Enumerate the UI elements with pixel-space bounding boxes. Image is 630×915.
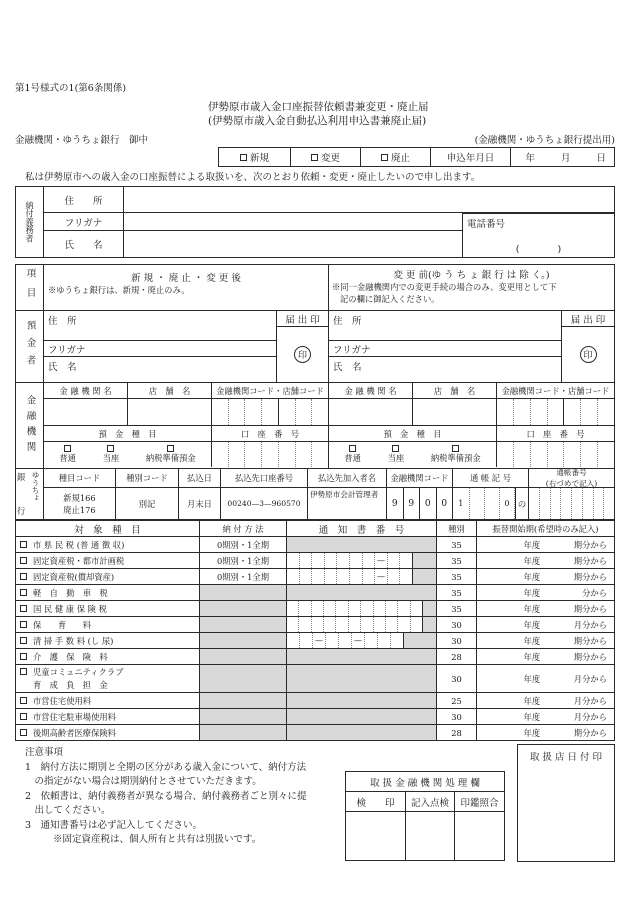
item-after-note: ※ゆうちょ銀行は、新規・廃止のみ。 (48, 285, 190, 295)
bankcode-digit-2: 9 (404, 488, 421, 519)
tax-checkbox-7[interactable] (20, 653, 27, 660)
tax-start-header: 振替開始期(希望時のみ記入) (492, 523, 599, 534)
tax-start-0[interactable]: 年度 期分から (523, 539, 607, 550)
account-no-boxes-l[interactable] (212, 442, 328, 467)
deposit-type-nozei-r[interactable] (431, 442, 481, 467)
tax-checkbox-6[interactable] (20, 637, 27, 644)
kigo-digit-first: 1 (458, 499, 464, 508)
application-date-label: 申込年月日 (431, 148, 511, 166)
depositor-section-label: 預金者 (24, 320, 36, 373)
yucho-passbook-no-header (529, 469, 614, 487)
depositor-name-label: 氏 名 (48, 362, 77, 373)
tax-checkbox-3[interactable] (20, 589, 27, 596)
yucho-passbook-no-boxes[interactable] (529, 488, 614, 519)
yucho-row (44, 469, 614, 519)
shumoku-abolish-code: 廃止176 (63, 504, 96, 515)
date-stamp-box[interactable] (517, 744, 615, 862)
check-seal-cell[interactable] (346, 812, 406, 860)
tax-name-8a: 児童コミュニティクラブ (33, 666, 124, 677)
tax-method-9 (200, 693, 287, 708)
tax-start-8[interactable]: 年度 月分から (523, 673, 607, 684)
tax-header-row (16, 521, 614, 537)
form-title-line1: 伊勢原市歳入金口座振替依頼書兼変更・廃止届 (208, 101, 429, 113)
depositor-before-block (329, 311, 614, 382)
tax-method-3 (200, 585, 287, 600)
item-after-title: 新 規 ・ 廃 止 ・ 変 更 後 (131, 273, 241, 284)
deposit-type-header-r: 預 金 種 目 (329, 426, 497, 441)
yucho-section-label-cell (16, 469, 43, 519)
tax-shubetsu-4: 35 (437, 601, 477, 616)
seal-header-right: 届 出 印 (562, 311, 614, 327)
bank-before-block (329, 383, 614, 468)
processing-box-title: 取 扱 金 融 機 関 処 理 欄 (346, 772, 504, 792)
yucho-member-header: 払込先加入者名 (308, 469, 387, 487)
year-label: 年 (525, 153, 535, 164)
tax-notice-8 (287, 665, 437, 692)
tax-method-5 (200, 617, 287, 632)
deposit-type-toza-r[interactable] (388, 442, 405, 467)
tax-start-7[interactable]: 年度 期分から (523, 651, 607, 662)
tax-notice-7 (287, 649, 437, 664)
nozei-label-r: 納税準備預金 (430, 453, 481, 463)
note-3-sub: ※固定資産税は、個人所有と共有は別扱いです。 (53, 834, 262, 845)
item-section-label-cell (16, 265, 43, 311)
tax-checkbox-11[interactable] (20, 729, 27, 736)
tax-notice-header: 通 知 書 番 号 (287, 521, 437, 536)
tax-start-10[interactable]: 年度 月分から (523, 711, 607, 722)
depositor-section-label-cell (16, 311, 43, 383)
yucho-shumoku-value (44, 488, 116, 519)
nozei-label-l: 納税準備預金 (145, 453, 196, 463)
payer-section-label-cell (16, 187, 44, 257)
depositor-furigana-cell-right[interactable] (329, 341, 561, 357)
tax-checkbox-5[interactable] (20, 621, 27, 628)
tax-item-header: 対 象 種 目 (16, 521, 200, 536)
tax-start-9[interactable]: 年度 月分から (523, 695, 607, 706)
day-label: 日 (596, 153, 606, 164)
depositor-address-label2: 住 所 (333, 316, 362, 327)
tax-shubetsu-10: 30 (437, 709, 477, 724)
bank-section-label-cell (16, 383, 43, 469)
apply-option-change[interactable] (291, 148, 361, 166)
tax-name-0: 市 県 民 税 (普 通 徴 収) (33, 539, 125, 550)
tax-shubetsu-8: 30 (437, 665, 477, 692)
toza-checkbox-r[interactable] (392, 445, 399, 452)
month-label: 月 (560, 153, 571, 164)
entry-check-cell[interactable] (406, 812, 455, 860)
apply-option-abolish[interactable] (361, 148, 431, 166)
tax-start-11[interactable]: 年度 期分から (523, 727, 607, 738)
deposit-type-header-l: 預 金 種 目 (44, 426, 212, 441)
tax-method-2: 0期別・1全期 (200, 569, 287, 584)
bankcode-digit-1: 9 (387, 488, 404, 519)
tax-checkbox-2[interactable] (20, 573, 27, 580)
notes-block (25, 746, 307, 848)
tax-method-8 (200, 665, 287, 692)
tax-method-10 (200, 709, 287, 724)
passbook-no-line2: (右づめで記入) (545, 479, 598, 488)
tax-checkbox-8[interactable] (20, 668, 27, 675)
bankcode-digit-4: 0 (441, 498, 448, 509)
tax-method-7 (200, 649, 287, 664)
yucho-bankcode-header: 金融機関コード (387, 469, 453, 487)
seal-area-left[interactable] (277, 327, 328, 382)
tax-row-1 (16, 553, 614, 569)
tax-row-0 (16, 537, 614, 553)
tax-checkbox-9[interactable] (20, 697, 27, 704)
depositor-address-label: 住 所 (48, 316, 77, 327)
yucho-label-kana: ゆうちょ (31, 471, 40, 502)
date-stamp-box-title: 取 扱 店 日 付 印 (529, 752, 603, 763)
tax-name-11: 後期高齢者医療保険料 (33, 727, 116, 738)
tax-notice-5[interactable] (287, 617, 437, 632)
depositor-address-cell-left[interactable] (44, 311, 276, 341)
tax-shubetsu-header: 種別 (437, 521, 477, 536)
item-before-title: 変 更 前(ゆ う ち ょ 銀 行 は 除 く。) (393, 270, 550, 281)
bank-name-header-r: 金 融 機 関 名 (329, 383, 413, 398)
bank-name-field-l[interactable] (44, 399, 128, 425)
tax-shubetsu-0: 35 (437, 537, 477, 552)
account-no-header-r: 口 座 番 号 (526, 428, 585, 439)
payer-phone-label: 電話番号 (467, 219, 506, 230)
branch-name-header-l: 店 舗 名 (128, 383, 212, 398)
tax-method-header: 納 付 方 法 (200, 521, 287, 536)
tax-method-11 (200, 725, 287, 740)
payer-table (15, 186, 615, 258)
nozei-checkbox-l[interactable] (167, 445, 174, 452)
bank-name-field-r[interactable] (329, 399, 413, 425)
change-checkbox[interactable] (311, 154, 318, 161)
yucho-account-value: 00240—3—960570 (221, 488, 308, 519)
tax-start-1[interactable]: 年度 期分から (523, 555, 607, 566)
yucho-shumoku-header: 種目コード (44, 469, 116, 487)
item-before-cell (329, 265, 614, 310)
bank-name-header-l: 金 融 機 関 名 (44, 383, 128, 398)
yucho-account-header: 払込先口座番号 (221, 469, 308, 487)
tax-shubetsu-7: 28 (437, 649, 477, 664)
tax-name-9: 市営住宅使用料 (33, 695, 92, 706)
note-2b: 出してください。 (25, 805, 111, 816)
tax-checkbox-4[interactable] (20, 605, 27, 612)
tax-shubetsu-2: 35 (437, 569, 477, 584)
tax-name-7: 介 護 保 険 料 (33, 651, 108, 662)
depositor-furigana-label2: フリガナ (333, 345, 371, 356)
tax-table (15, 520, 615, 741)
note-1b: の指定がない場合は期別納付とさせていただきます。 (25, 776, 262, 787)
tax-method-0: 0期別・1全期 (200, 537, 287, 552)
processing-box (345, 771, 505, 861)
tax-method-6 (200, 633, 287, 648)
toza-checkbox-l[interactable] (107, 445, 114, 452)
payer-furigana-label: フリガナ (44, 213, 124, 230)
tax-name-3: 軽 自 動 車 税 (33, 587, 108, 598)
seal-header-left: 届 出 印 (277, 311, 328, 327)
item-before-note1: ※同一金融機関内での変更手続の場合のみ、変更用として下 (332, 282, 557, 292)
yucho-kigo-value[interactable] (453, 488, 529, 519)
yucho-member-value: 伊勢原市会計管理者 (308, 488, 387, 519)
kigo-digit-zero: 0 (504, 499, 510, 508)
branch-name-header-r: 店 舗 名 (413, 383, 497, 398)
tax-name-6: 清 掃 手 数 料 (し 尿) (33, 635, 114, 646)
note-3: 3 通知書番号は必ず記入してください。 (25, 819, 203, 831)
tax-row-9 (16, 693, 614, 709)
note-2a: 2 依頼書は、納付義務者が異なる場合、納付義務者ごと別々に提 (25, 790, 307, 802)
note-1a: 1 納付方法に期別と全期の区分がある歳入金について、納付方法 (25, 761, 307, 773)
depositor-furigana-cell-left[interactable] (44, 341, 276, 357)
notes-title: 注意事項 (25, 747, 64, 758)
tax-method-1: 0期別・1全期 (200, 553, 287, 568)
bank-after-block (44, 383, 329, 468)
tax-name-4: 国 民 健 康 保 険 税 (33, 603, 107, 614)
tax-shubetsu-9: 25 (437, 693, 477, 708)
tax-shubetsu-6: 30 (437, 633, 477, 648)
tax-row-3 (16, 585, 614, 601)
application-date-field[interactable] (511, 148, 614, 166)
yucho-bankcode-value (387, 488, 453, 519)
deposit-type-futsu-l[interactable] (59, 442, 76, 467)
form-number: 第1号様式の1(第6条関係) (15, 83, 127, 94)
apply-type-strip (218, 147, 615, 167)
tax-start-5[interactable]: 年度 月分から (523, 619, 607, 630)
tax-row-4 (16, 601, 614, 617)
tax-start-2[interactable]: 年度 期分から (523, 571, 607, 582)
tax-name-1: 固定資産税・都市計画税 (33, 555, 125, 566)
payer-address-label: 住 所 (44, 187, 124, 212)
new-checkbox[interactable] (240, 154, 247, 161)
tax-notice-2[interactable]: — (287, 569, 437, 584)
tax-notice-4[interactable] (287, 601, 437, 616)
check-seal-header: 検 印 (346, 792, 406, 811)
item-after-cell (44, 265, 329, 310)
account-table (15, 264, 615, 520)
tax-start-6[interactable]: 年度 期分から (523, 635, 607, 646)
yucho-kigo-header: 通 帳 記 号 (453, 469, 529, 487)
futsu-checkbox-l[interactable] (64, 445, 71, 452)
depositor-address-cell-right[interactable] (329, 311, 561, 341)
deposit-type-futsu-r[interactable] (344, 442, 361, 467)
addressee: 金融機関・ゆうちょ銀行 御中 (15, 135, 149, 146)
depositor-name-label2: 氏 名 (333, 362, 362, 373)
tax-start-4[interactable]: 年度 期分から (523, 603, 607, 614)
tax-start-3[interactable]: 年度 分から (523, 587, 607, 598)
yucho-date-header: 払込日 (179, 469, 221, 487)
payer-section-label: 納付義務者 (24, 201, 35, 243)
seal-mark-text: 印 (297, 351, 307, 361)
toza-label-r: 当座 (387, 453, 405, 463)
deposit-type-toza-l[interactable] (103, 442, 120, 467)
seal-verify-cell[interactable] (455, 812, 504, 860)
payer-phone-paren: ( ) (515, 244, 562, 255)
tax-row-6 (16, 633, 614, 649)
bank-code-header-r: 金融機関コード・店舗コード (501, 385, 610, 396)
bankcode-digit-3: 0 (420, 488, 437, 519)
tax-checkbox-1[interactable] (20, 557, 27, 564)
abolish-label: 廃止 (390, 153, 410, 164)
seal-area-right[interactable] (562, 327, 614, 382)
tax-checkbox-0[interactable] (20, 541, 27, 548)
branch-name-field-r[interactable] (413, 399, 497, 425)
yucho-label-bank-top: 銀 (17, 472, 26, 482)
kigo-no-suffix: の (515, 488, 528, 519)
yucho-label-bank-bottom: 行 (17, 506, 26, 516)
seal-mark-text2: 印 (583, 351, 593, 361)
abolish-checkbox[interactable] (381, 154, 388, 161)
tax-row-8 (16, 665, 614, 693)
tax-row-2 (16, 569, 614, 585)
shumoku-new-code: 新規166 (63, 492, 96, 503)
tax-row-11 (16, 725, 614, 741)
tax-shubetsu-11: 28 (437, 725, 477, 740)
submission-note: (金融機関・ゆうちょ銀行提出用) (474, 135, 615, 146)
payer-name-label: 氏 名 (44, 231, 124, 257)
tax-notice-0 (287, 537, 437, 552)
tax-row-5 (16, 617, 614, 633)
tax-method-4 (200, 601, 287, 616)
toza-label-l: 当座 (102, 453, 120, 463)
declaration-text: 私は伊勢原市への歳入金の口座振替による取扱いを、次のとおり依頼・変更・廃止したいので申し出ます。 (25, 172, 481, 183)
depositor-name-cell-left[interactable] (44, 357, 276, 382)
new-label: 新規 (249, 153, 269, 164)
futsu-checkbox-r[interactable] (349, 445, 356, 452)
tax-shubetsu-5: 30 (437, 617, 477, 632)
bank-code-boxes-r[interactable] (497, 399, 614, 425)
tax-notice-6[interactable]: — — (287, 633, 437, 648)
tax-row-7 (16, 649, 614, 665)
seal-mark-icon2 (580, 346, 597, 363)
tax-notice-11 (287, 725, 437, 740)
seal-verify-header: 印鑑照合 (460, 797, 499, 809)
tax-notice-10 (287, 709, 437, 724)
yucho-date-value: 月末日 (179, 488, 221, 519)
seal-mark-icon (294, 346, 311, 363)
tax-row-10 (16, 709, 614, 725)
depositor-furigana-label: フリガナ (48, 345, 86, 356)
tax-shubetsu-1: 35 (437, 553, 477, 568)
payer-phone-cell[interactable] (462, 213, 614, 257)
tax-shubetsu-3: 35 (437, 585, 477, 600)
tax-notice-3 (287, 585, 437, 600)
form-title-line2: (伊勢原市歳入金自動払込利用申込書兼廃止届) (208, 115, 427, 127)
passbook-no-line1: 通帳番号 (556, 468, 587, 477)
deposit-type-nozei-l[interactable] (146, 442, 196, 467)
branch-name-field-l[interactable] (128, 399, 212, 425)
payer-address-field[interactable] (124, 187, 614, 212)
yucho-shubetsu-value: 別記 (116, 488, 179, 519)
futsu-label-l: 普通 (59, 453, 76, 463)
tax-name-8b: 育 成 負 担 金 (33, 679, 108, 690)
account-no-header-l: 口 座 番 号 (240, 428, 300, 439)
bank-code-header-l: 金融機関コード・店舗コード (216, 385, 324, 396)
change-label: 変更 (320, 153, 340, 164)
yucho-shubetsu-header: 種別コード (116, 469, 179, 487)
item-before-note2: 記の欄に御記入ください。 (340, 294, 440, 304)
tax-notice-9 (287, 693, 437, 708)
depositor-name-cell-right[interactable] (329, 357, 561, 382)
item-section-label: 項目 (24, 268, 36, 307)
tax-notice-1[interactable]: — (287, 553, 437, 568)
futsu-label-r: 普通 (344, 453, 361, 463)
account-no-boxes-r[interactable] (497, 442, 614, 467)
depositor-after-block (44, 311, 329, 382)
bank-code-boxes-l[interactable] (212, 399, 328, 425)
tax-name-5: 保 育 料 (33, 619, 92, 630)
tax-checkbox-10[interactable] (20, 713, 27, 720)
entry-check-header: 記入点検 (406, 792, 455, 811)
nozei-checkbox-r[interactable] (452, 445, 459, 452)
tax-name-2: 固定資産税(償却資産) (33, 571, 115, 582)
bank-section-label: 金融機関 (24, 394, 36, 457)
tax-name-10: 市営住宅駐車場使用料 (33, 711, 116, 722)
apply-option-new[interactable] (219, 148, 291, 166)
